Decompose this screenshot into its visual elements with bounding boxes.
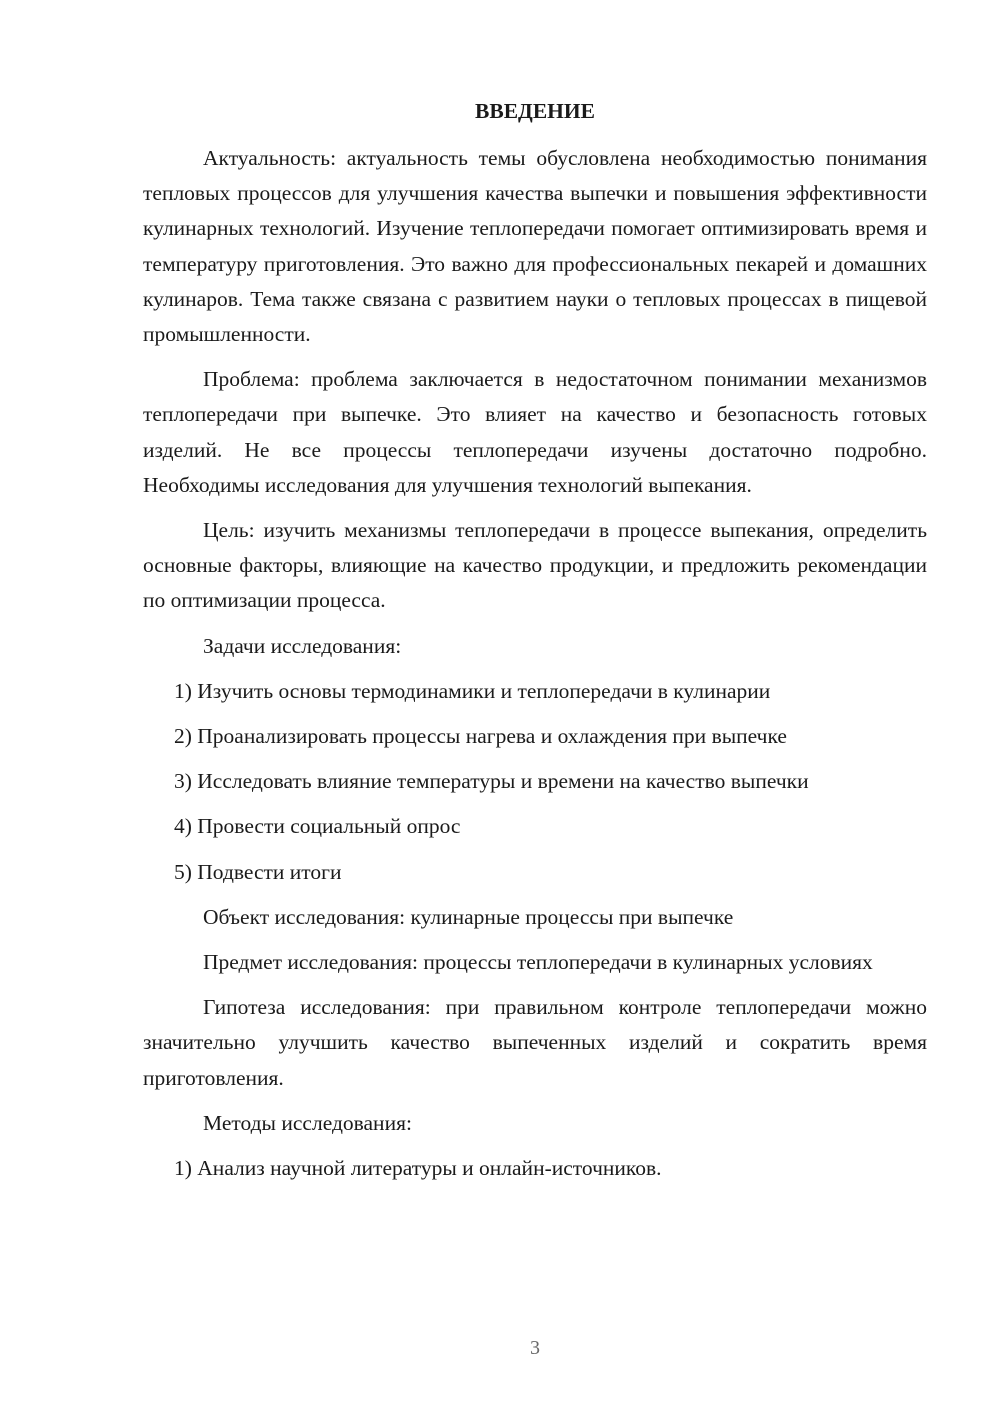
page-title: ВВЕДЕНИЕ	[475, 99, 595, 123]
method-item-1: 1) Анализ научной литературы и онлайн-источников.	[174, 1156, 662, 1181]
page-content	[143, 96, 927, 1186]
task-item-2: 2) Проанализировать процессы нагрева и охлаждения при выпечке	[174, 724, 787, 749]
hypothesis-paragraph: Гипотеза исследования: при правильном контроле теплопередачи можно значительно улучшить качество выпеченных изделий и сократить время приготовления.	[143, 995, 927, 1090]
task-item-1: 1) Изучить основы термодинамики и теплопередачи в кулинарии	[174, 678, 771, 703]
task-item-3: 3) Исследовать влияние температуры и времени на качество выпечки	[174, 769, 809, 794]
methods-heading: Методы исследования:	[203, 1110, 412, 1135]
object-paragraph: Объект исследования: кулинарные процессы при выпечке	[203, 904, 734, 929]
task-item-5: 5) Подвести итоги	[174, 859, 342, 884]
problem-paragraph: Проблема: проблема заключается в недостаточном понимании механизмов теплопередачи при выпечке. Это влияет на качество и безопасность готовых изделий. Не все процессы теплопередачи изучены достаточно подробно. Необходимы исследования для улучшения технологий выпекания.	[143, 367, 927, 497]
relevance-paragraph: Актуальность: актуальность темы обусловлена необходимостью понимания тепловых процессов для улучшения качества выпечки и повышения эффективности кулинарных технологий. Изучение теплопередачи помогает оптимизировать время и температуру приготовления. Это важно для профессиональных пекарей и домашних кулинаров. Тема также связана с развитием науки о тепловых процессах в пищевой промышленности.	[143, 146, 927, 347]
tasks-heading: Задачи исследования:	[203, 633, 402, 658]
goal-paragraph: Цель: изучить механизмы теплопередачи в процессе выпекания, определить основные факторы, влияющие на качество продукции, и предложить рекомендации по оптимизации процесса.	[143, 518, 927, 613]
task-item-4: 4) Провести социальный опрос	[174, 814, 461, 839]
subject-paragraph: Предмет исследования: процессы теплопередачи в кулинарных условиях	[203, 950, 873, 975]
page-number: 3	[530, 1337, 540, 1359]
